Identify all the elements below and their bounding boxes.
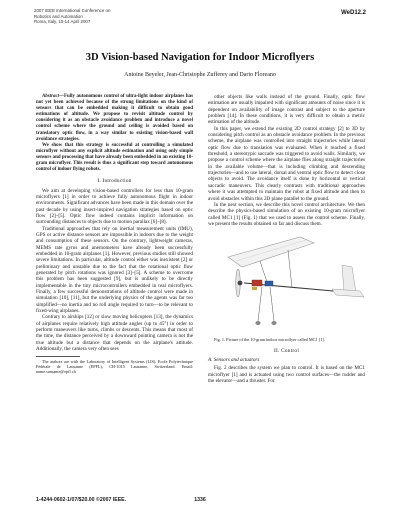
abstract-paragraph-2: We show that this strategy is successful at controlling a simulated microflyer without any explicit altitude estimation and using only simple sensors and processing that have already been embedded in an existing 10-gram microflyer. This result is thus a significant step toward autonomous control of indoor flying robots. <box>36 142 193 173</box>
microflyer-illustration <box>208 231 365 335</box>
intro-paragraph-2: Traditional approaches that rely on inertial measurement units (IMU), GPS or active distance sensors are impossible in indoors due to the weight and consumption of these sensors. On the contrary, lightweight cameras, MEMS rate gyros and anemometers have already been successfully embedded in 10-gram airplanes [1]. However, previous studies still showed severe limitations. In particular, altitude control either was inexistent [2] or preliminary and unstable due to the fact that the rotational optic flow generated by pitch rotations was ignored [3]–[5]. A scheme to overcome this problem has been suggested [9], but is unlikely to be directly implementable in the tiny microcontrollers embedded in real microflyers. Finally, a few successful demonstrations of altitude control were made in simulation [10], [11], but the underlying physics of the agents was far too simplified—no inertia and no roll angle required to turn—to be relevant to fixed-wing airplanes. <box>36 225 193 315</box>
page-number: 1336 <box>194 497 206 503</box>
left-column <box>36 94 193 374</box>
body-paragraph-1: other objects like walls instead of the ground. Finally, optic flow estimation are usually impaired with significant amounts of noise since it is dependent on availability of image contrast and subject to the aperture problem [14]. In these conditions, it is very difficult to obtain a metric estimation of the altitude. <box>208 94 365 126</box>
author-footnote: The authors are with the Laboratory of Intelligent Systems (LIS), Ecole Polytechnique Fédérale de Lausanne (EPFL), CH-1015 Lausanne, Switzerland. Email: name.surname@epfl.ch <box>36 358 193 374</box>
right-column <box>208 94 365 384</box>
intro-paragraph-3: Contrary to airships [12] or slow moving helicopters [13], the dynamics of airplanes require relatively high attitude angles (up to 45°) in order to perform maneuvers like turns, climbs or descents. This means that most of the time, the distance perceived by a downward pointing camera is not the true altitude but a distance that depends on the airplane's attitude. Additionally, the camera very often sees <box>36 314 193 353</box>
abstract-paragraph-1 <box>36 94 193 143</box>
conference-line-2: Robotics and Automation <box>34 13 83 19</box>
section-heading-control: II. Control <box>273 347 300 354</box>
abstract-lead: Abstract <box>42 94 60 99</box>
footnote-divider <box>36 356 80 357</box>
conference-line-3: Roma, Italy, 10-14 April 2007 <box>34 19 91 25</box>
figure-1-microflyer-photo <box>208 231 365 335</box>
session-code: WeD12.2 <box>341 10 366 16</box>
footer-isbn: 1-4244-0602-1/07/$20.00 ©2007 IEEE. <box>36 497 127 503</box>
subsection-heading-sensors: A. Sensors and actuators <box>208 356 260 363</box>
intro-paragraph-1: We aim at developing vision-based controllers for less than 10-gram microflyers [1] in order to achieve fully autonomous flight in indoor environments. Significant advances have been made in this domain over the past decade by using insect-inspired navigation strategies based on optic flow [2]–[5]. Optic flow indeed contains implicit information on surrounding distances to objects due to motion parallax [6]–[8]. <box>36 187 193 226</box>
body-paragraph-4: Fig. 2 describes the system we plan to control. It is based on the MC1 microflyer [1] and is actuated using two control surfaces—the rudder and the elevator—and a thruster. For <box>208 365 365 384</box>
conference-line-1: 2007 IEEE International Conference on <box>34 8 111 13</box>
paper-authors: Antoine Beyeler, Jean-Christophe Zufferey and Dario Floreano <box>124 72 276 78</box>
conference-header <box>34 8 110 25</box>
body-paragraph-3: In the next section, we describe this novel control architecture. We then describe the physics-based simulation of an existing 10-gram microflyer called MC1 [1] (Fig. 1) that we used to assess the control scheme. Finally, we present the results obtained so far and discuss them. <box>208 201 365 227</box>
abstract-text: —Fully autonomous control of ultra-light indoor airplanes has not yet been achieved because of the strong limitations on the kind of sensors that can be embedded making it difficult to obtain good estimations of altitude. We propose to revisit altitude control by considering it as an obstacle avoidance problem and introduce a novel control scheme where the ground and ceiling is avoided based on translatory optic flow, in a way similar to existing vision-based wall avoidance strategies. <box>36 94 193 142</box>
body-paragraph-2: In this paper, we extend the existing 2D control strategy [2] to 3D by considering pitch control as an obstacle avoidance problem. In the previous scheme, the airplane was controlled into straight trajectories while lateral optic flow due to translation was evaluated. When it reached a fixed threshold, a stereotypic saccade was triggered to avoid walls. Similarly, we propose a control scheme where the airplane flies along straight trajectories in the available volume—that is including climbing and descending trajectories—and to use lateral, dorsal and ventral optic flow to detect close objects to avoid. The avoidance itself is done by horizontal or vertical saccadic maneuvers. This clearly contrasts with traditional approaches where it was attempted to maintain the robot at fixed altitude and then to avoid obstacles within this 2D plane parallel to the ground. <box>208 125 365 202</box>
figure-1-caption: Fig. 1. Picture of the 10-gram indoor microflyer called MC1 [1]. <box>214 337 325 343</box>
paper-title: 3D Vision-based Navigation for Indoor Microflyers <box>85 52 315 63</box>
section-heading-introduction: I. Introduction <box>97 178 132 185</box>
